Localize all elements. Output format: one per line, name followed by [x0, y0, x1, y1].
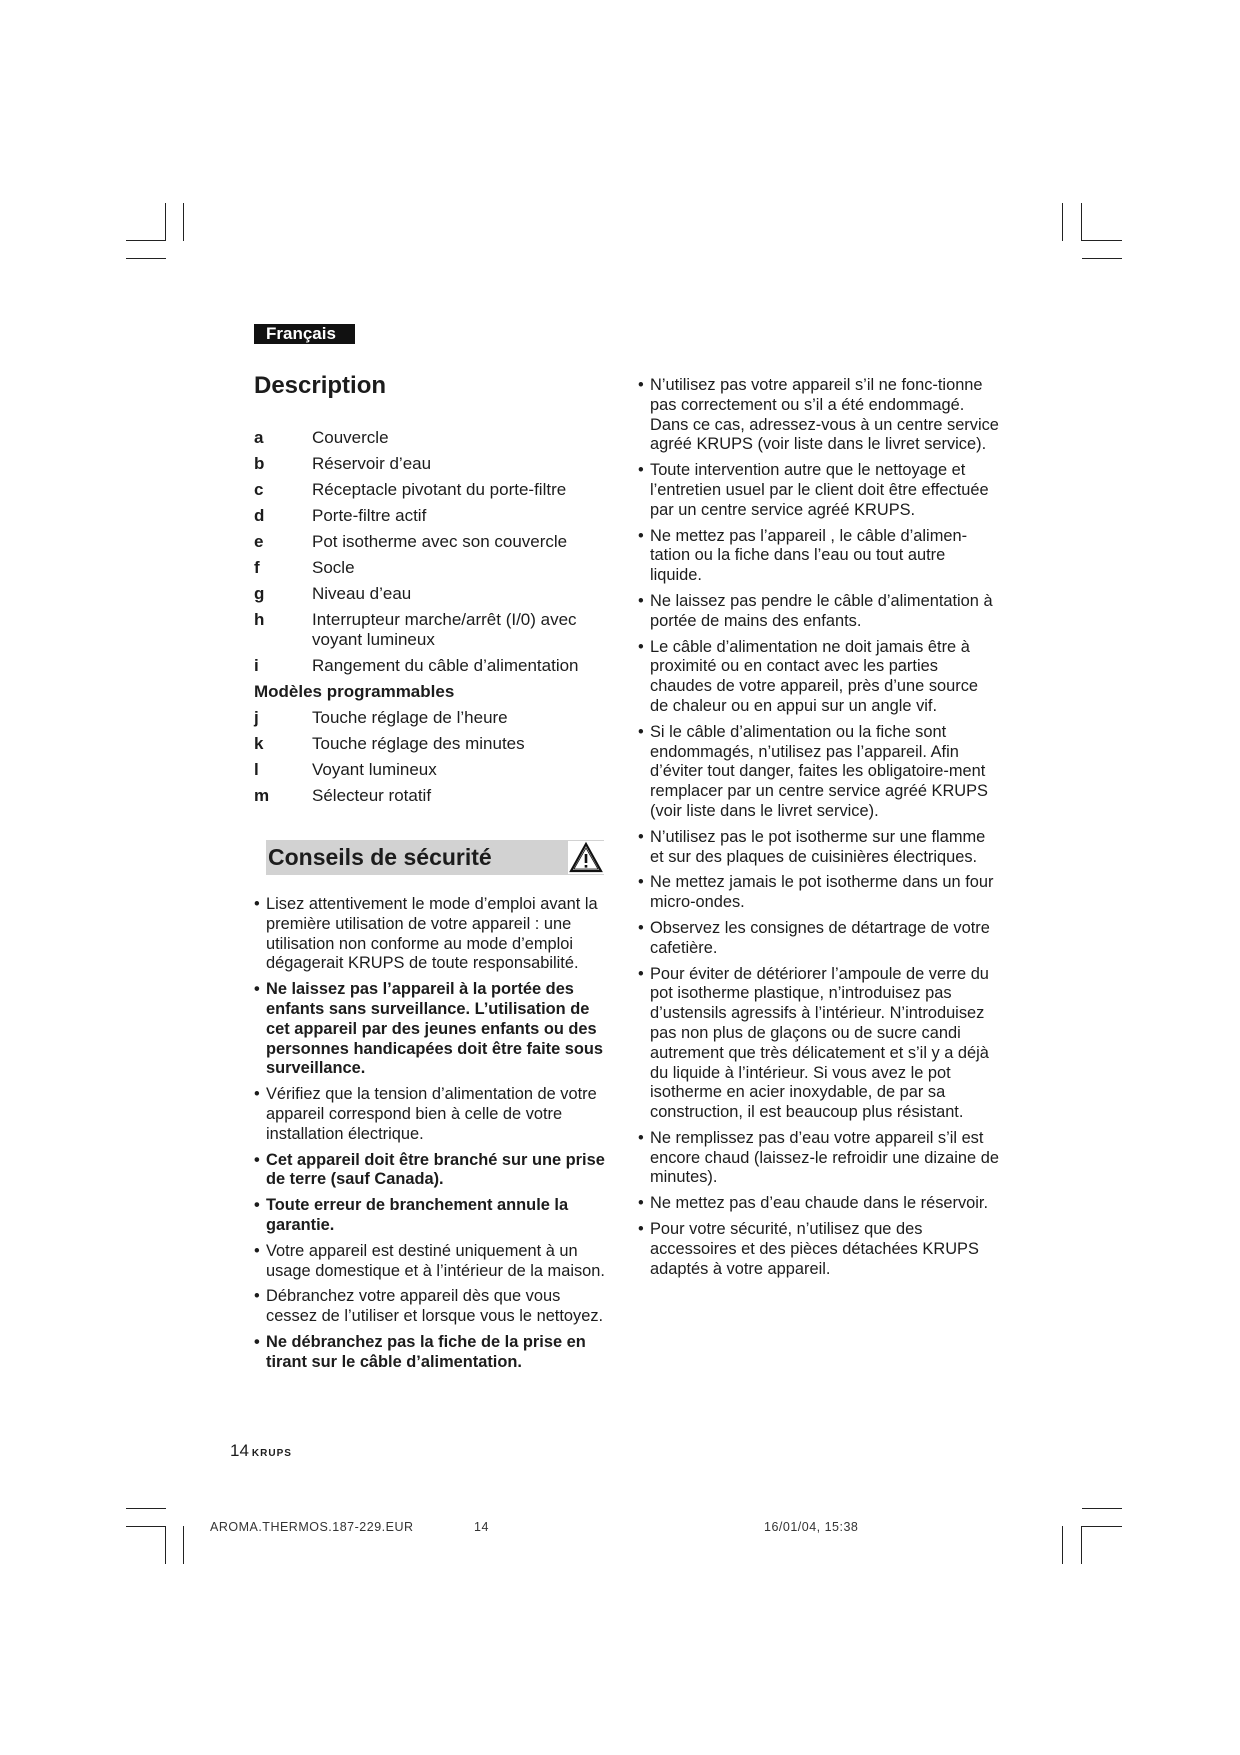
bullet-dot: •	[254, 1241, 260, 1260]
description-item	[254, 584, 614, 604]
bullet-dot: •	[638, 461, 644, 480]
item-text: Réceptacle pivotant du porte-filtre	[312, 480, 567, 499]
crop-mark	[1081, 203, 1082, 241]
crop-mark	[1062, 1526, 1063, 1564]
crop-mark	[1082, 258, 1122, 259]
bullet-dot: •	[638, 637, 644, 656]
item-text: Interrupteur marche/arrêt (I/0) avec voyant lumineux	[312, 610, 577, 649]
description-item	[254, 610, 614, 650]
crop-mark	[126, 258, 166, 259]
description-item	[254, 480, 614, 500]
item-key: l	[254, 760, 259, 779]
bullet-dot: •	[254, 895, 260, 913]
description-item	[254, 760, 614, 780]
warning-triangle-icon	[568, 841, 604, 874]
bullet-text: Si le câble d’alimentation ou la fiche sont endommagés, n’utilisez pas l’appareil. Afin d’éviter tout danger, faites les obligatoire-ment remplacer par un centre service agréé KRUPS (voir liste dans le livret service).	[650, 722, 988, 820]
description-item	[254, 656, 614, 676]
bullet-dot: •	[638, 1220, 644, 1239]
bullet-dot: •	[638, 376, 644, 394]
bullet-text: Débranchez votre appareil dès que vous cessez de l’utiliser et lorsque vous le nettoyez.	[266, 1287, 604, 1326]
crop-mark	[126, 1508, 166, 1509]
description-item	[254, 708, 614, 728]
brand-logo: KRUPS	[251, 1448, 292, 1459]
bullet-text: Le câble d’alimentation ne doit jamais être à proximité ou en contact avec les parties chaudes de votre appareil, près d’une source de chaleur ou en appui sur un angle vif.	[650, 637, 979, 715]
bullet-dot: •	[638, 1194, 644, 1213]
bullet-text: Ne mettez jamais le pot isotherme dans un four micro-ondes.	[650, 873, 994, 912]
item-key: c	[254, 480, 264, 499]
item-key: g	[254, 584, 265, 603]
slug-page: 14	[474, 1520, 489, 1534]
bullet-dot: •	[638, 722, 644, 741]
item-text: Réservoir d’eau	[312, 454, 432, 473]
safety-bullet	[638, 828, 1000, 868]
crop-mark	[126, 1526, 166, 1527]
safety-bullet	[638, 1129, 1000, 1188]
safety-bullets-right	[638, 376, 1000, 1285]
bullet-text: Toute intervention autre que le nettoyage et l’entretien usuel par le client doit être effectuée par un centre service agréé KRUPS.	[650, 461, 989, 519]
safety-bullet	[638, 638, 1000, 717]
bullet-dot: •	[638, 1128, 644, 1147]
safety-bullet	[254, 1151, 606, 1191]
language-tag: Français	[254, 324, 355, 344]
item-text: Socle	[312, 558, 355, 577]
slug-datetime: 16/01/04, 15:38	[764, 1520, 859, 1534]
safety-bullet	[254, 895, 606, 974]
safety-bullet	[638, 723, 1000, 822]
slug-file: AROMA.THERMOS.187-229.EUR	[210, 1520, 414, 1534]
safety-bullet	[638, 1194, 1000, 1214]
item-text: Couvercle	[312, 428, 389, 447]
bullet-dot: •	[254, 1085, 260, 1104]
item-text: Pot isotherme avec son couvercle	[312, 532, 568, 551]
safety-heading-bar	[266, 840, 604, 875]
item-key: d	[254, 506, 265, 525]
description-item	[254, 532, 614, 552]
item-text: Touche réglage de l’heure	[312, 708, 508, 727]
bullet-text: Observez les consignes de détartrage de votre cafetière.	[650, 918, 990, 957]
bullet-dot: •	[254, 1196, 260, 1215]
page-footer	[230, 1441, 292, 1461]
item-text: Niveau d’eau	[312, 584, 412, 603]
bullet-dot: •	[638, 591, 644, 610]
description-title: Description	[254, 372, 387, 399]
safety-bullet	[638, 527, 1000, 586]
bullet-text: Pour votre sécurité, n’utilisez que des accessoires et des pièces détachées KRUPS adaptés à votre appareil.	[650, 1220, 979, 1278]
bullet-text: N’utilisez pas le pot isotherme sur une flamme et sur des plaques de cuisinières électriques.	[650, 827, 986, 866]
programmable-heading: Modèles programmables	[254, 682, 455, 701]
bullet-dot: •	[254, 1332, 260, 1351]
bullet-dot: •	[254, 980, 260, 999]
bullet-text: Ne mettez pas l’appareil , le câble d’alimen-tation ou la fiche dans l’eau ou tout autre liquide.	[650, 526, 968, 585]
bullet-text: Cet appareil doit être branché sur une prise de terre (sauf Canada).	[266, 1150, 605, 1189]
item-text: Porte-filtre actif	[312, 506, 427, 525]
crop-mark	[1082, 1526, 1122, 1527]
crop-mark	[1062, 203, 1063, 241]
safety-bullet	[254, 1085, 606, 1144]
description-item	[254, 786, 614, 806]
safety-bullet	[254, 1287, 606, 1327]
safety-bullets-left	[254, 895, 606, 1379]
crop-mark	[165, 1526, 166, 1564]
safety-bullet	[254, 1333, 606, 1373]
item-key: b	[254, 454, 265, 473]
bullet-dot: •	[638, 964, 644, 983]
bullet-dot: •	[254, 1287, 260, 1306]
bullet-text: Lisez attentivement le mode d’emploi avant la première utilisation de votre appareil : une utilisation non conforme au mode d’emploi dégagerait KRUPS de toute responsabilité.	[266, 895, 598, 973]
description-item	[254, 734, 614, 754]
safety-bullet	[254, 1242, 606, 1282]
safety-title: Conseils de sécurité	[268, 844, 492, 870]
crop-mark	[183, 203, 184, 241]
description-item	[254, 428, 614, 448]
safety-bullet	[638, 873, 1000, 913]
item-key: k	[254, 734, 264, 753]
bullet-dot: •	[638, 827, 644, 846]
item-text: Voyant lumineux	[312, 760, 437, 779]
safety-bullet	[638, 592, 1000, 632]
safety-bullet	[254, 1196, 606, 1236]
safety-bullet	[638, 461, 1000, 520]
bullet-dot: •	[638, 526, 644, 545]
bullet-dot: •	[638, 873, 644, 892]
bullet-text: Ne mettez pas d’eau chaude dans le réservoir.	[650, 1194, 989, 1213]
bullet-text: Vérifiez que la tension d’alimentation de votre appareil correspond bien à celle de votre installation électrique.	[266, 1085, 597, 1143]
safety-bullet	[638, 919, 1000, 959]
item-key: h	[254, 610, 265, 629]
item-key: a	[254, 428, 264, 447]
item-text: Sélecteur rotatif	[312, 786, 432, 805]
bullet-text: Ne débranchez pas la fiche de la prise en tirant sur le câble d’alimentation.	[266, 1332, 586, 1371]
item-text: Rangement du câble d’alimentation	[312, 656, 579, 675]
item-key: j	[254, 708, 259, 727]
description-item	[254, 454, 614, 474]
bullet-text: Ne remplissez pas d’eau votre appareil s’il est encore chaud (laissez-le refroidir une dizaine de minutes).	[650, 1128, 999, 1187]
bullet-text: Pour éviter de détériorer l’ampoule de verre du pot isotherme plastique, n’introduisez pas d’ustensils agressifs à l’intérieur. N’introduisez pas non plus de glaçons ou de sucre candi autrement que très délicatement et s’il y a déjà du liquide à l’intérieur. Si vous avez le pot isotherme en acier inoxydable, de par sa construction, il est beaucoup plus résistant.	[650, 964, 989, 1122]
safety-bullet	[638, 376, 1000, 455]
crop-mark	[1082, 1508, 1122, 1509]
description-list	[254, 428, 614, 812]
bullet-text: Ne laissez pas l’appareil à la portée des enfants sans surveillance. L’utilisation de cet appareil par des jeunes enfants ou des personnes handicapées doit être faite sous surveillance.	[266, 980, 604, 1078]
safety-bullet	[254, 980, 606, 1079]
item-key: m	[254, 786, 270, 805]
crop-mark	[1081, 1526, 1082, 1564]
safety-bullet	[638, 1220, 1000, 1279]
item-text: Touche réglage des minutes	[312, 734, 525, 753]
crop-mark	[165, 203, 166, 241]
bullet-text: Votre appareil est destiné uniquement à un usage domestique et à l’intérieur de la maison.	[266, 1241, 605, 1280]
item-key: e	[254, 532, 264, 551]
description-item	[254, 558, 614, 578]
crop-mark	[126, 240, 166, 241]
bullet-dot: •	[638, 918, 644, 937]
bullet-text: N’utilisez pas votre appareil s’il ne fonc-tionne pas correctement ou s’il a été endommagé. Dans ce cas, adressez-vous à un centre service agréé KRUPS (voir liste dans le livret service).	[650, 376, 999, 454]
item-key: i	[254, 656, 259, 675]
crop-mark	[1082, 240, 1122, 241]
safety-bullet	[638, 965, 1000, 1123]
bullet-dot: •	[254, 1150, 260, 1169]
bullet-text: Ne laissez pas pendre le câble d’alimentation à portée de mains des enfants.	[650, 591, 993, 630]
item-key: f	[254, 558, 260, 577]
description-item	[254, 506, 614, 526]
crop-mark	[183, 1526, 184, 1564]
bullet-text: Toute erreur de branchement annule la garantie.	[266, 1196, 569, 1234]
page-number: 14	[230, 1441, 249, 1460]
